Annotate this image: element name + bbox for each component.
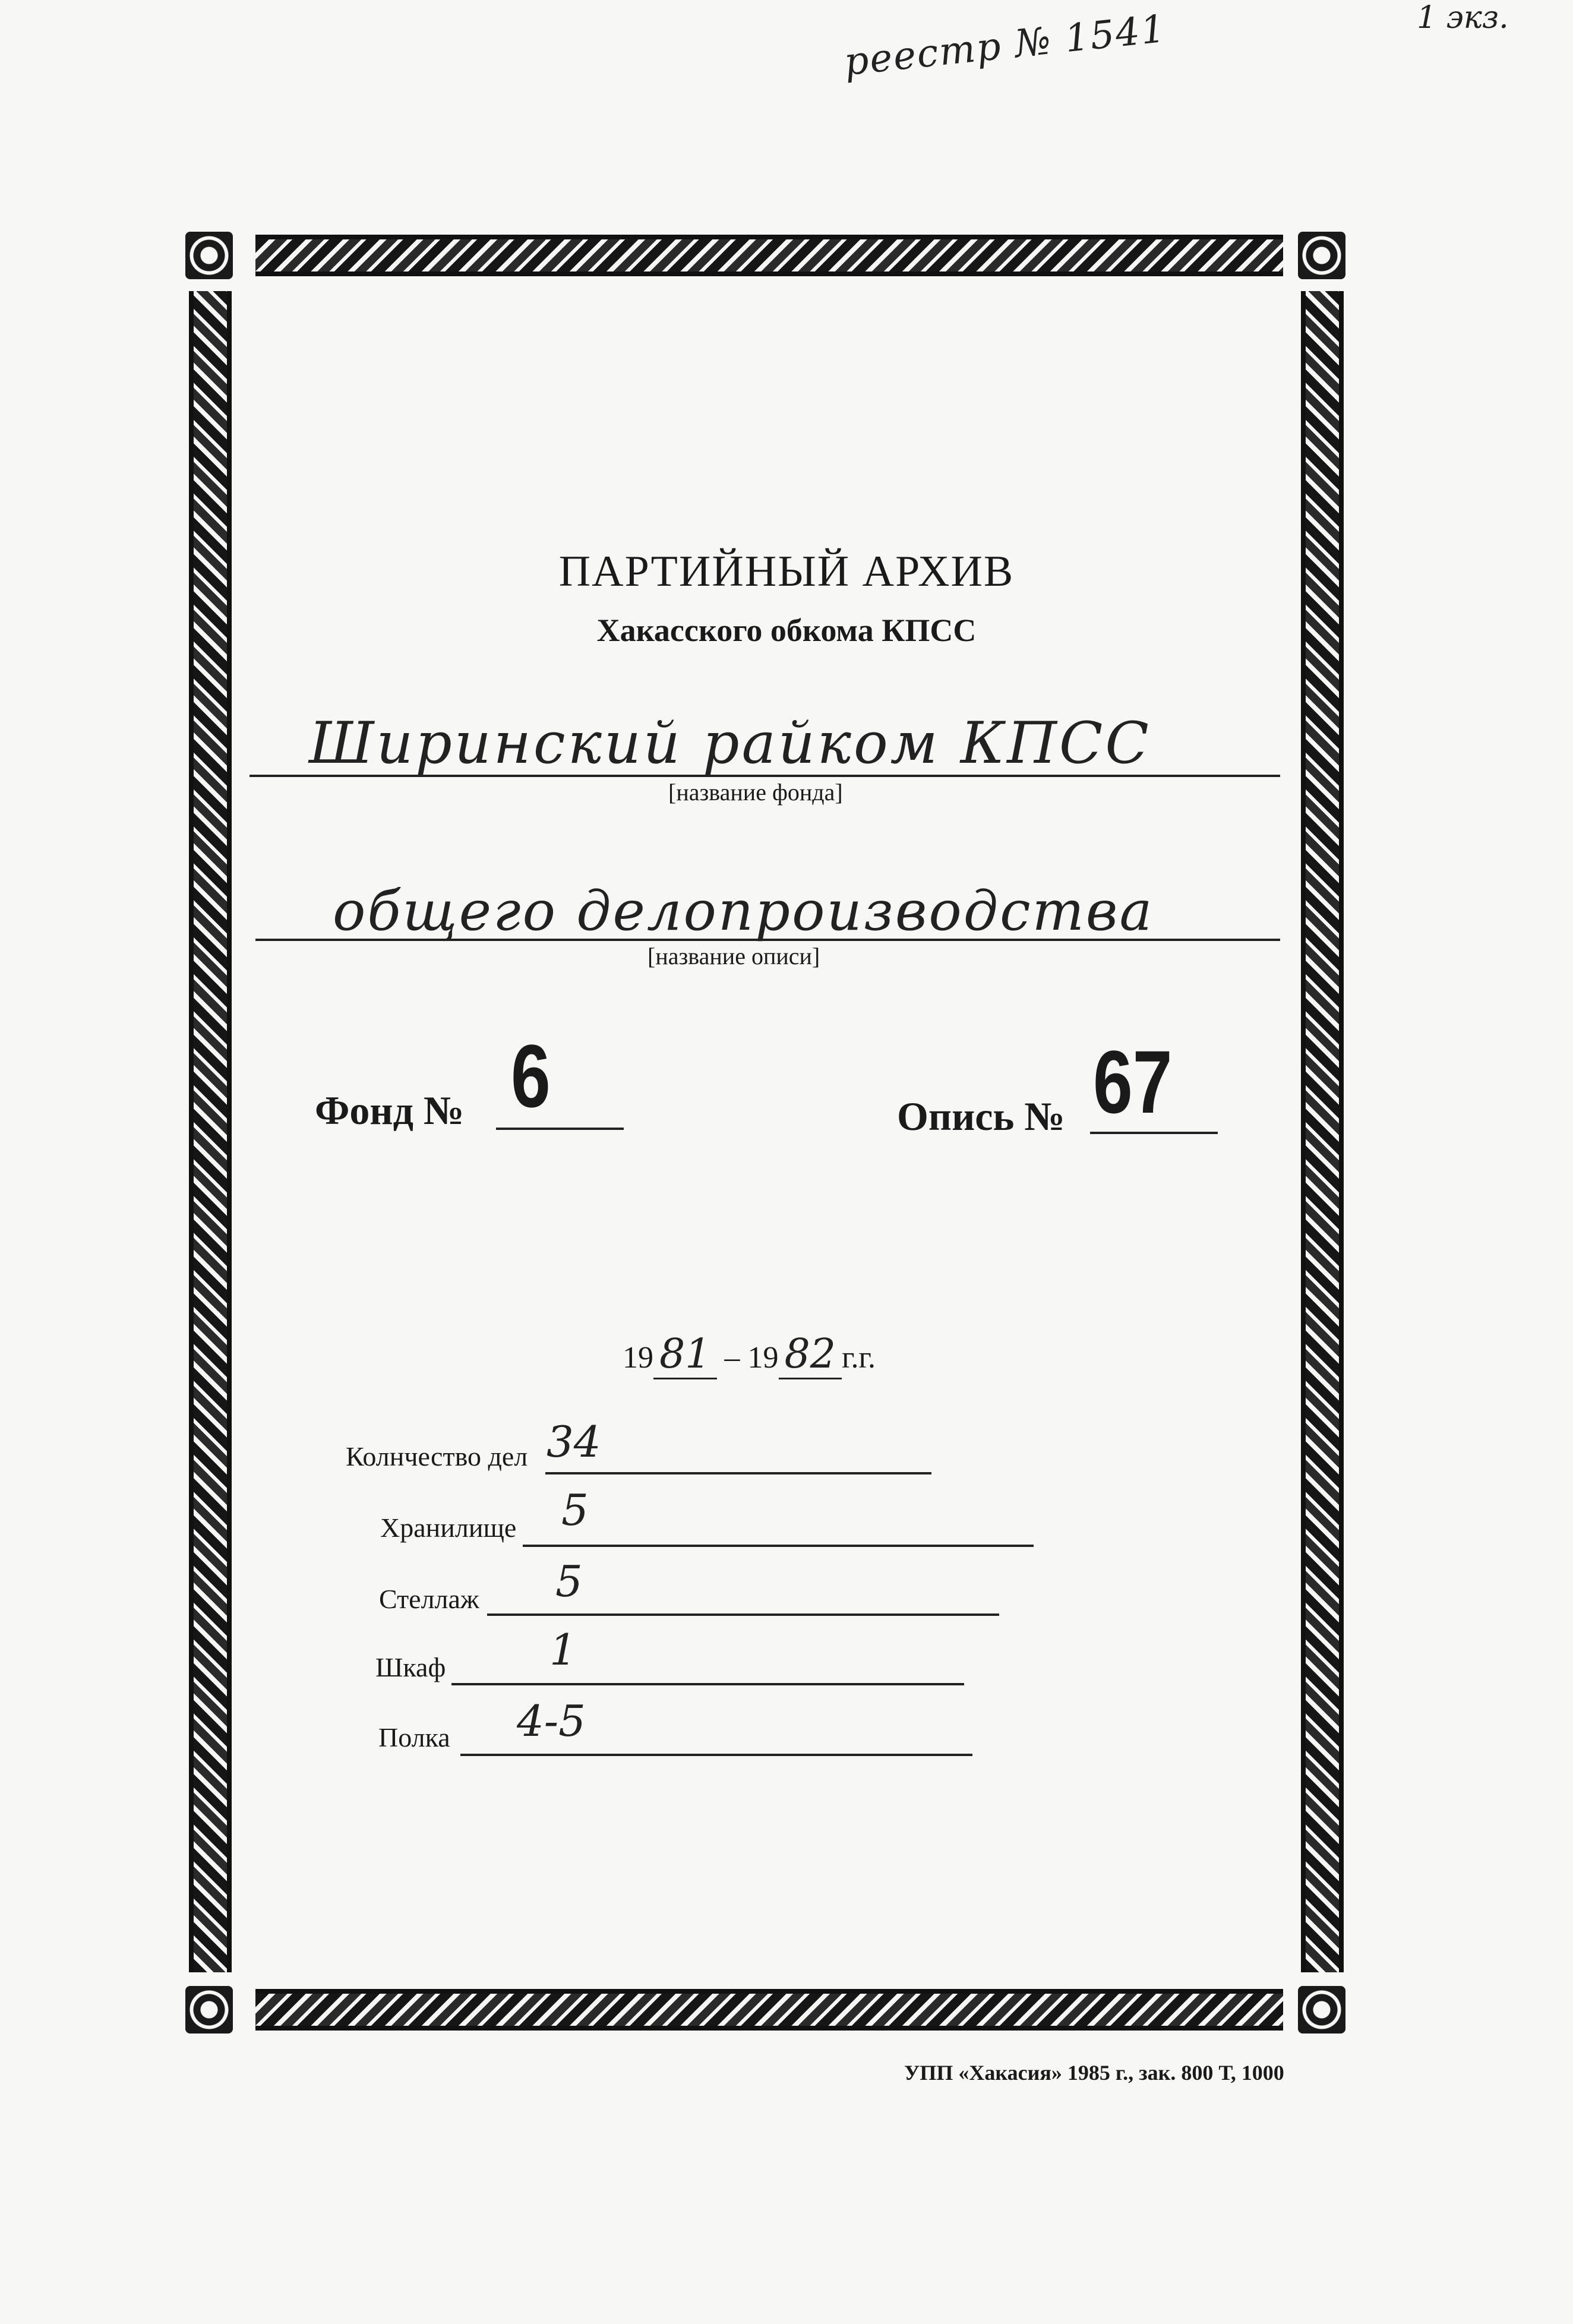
corner-ornament-icon — [185, 1986, 233, 2034]
case-count-line — [545, 1472, 931, 1474]
shelf-line — [460, 1754, 972, 1756]
registry-note: реестр № 1541 — [842, 7, 1168, 85]
year-suffix: г.г. — [842, 1341, 876, 1375]
storage-line — [523, 1545, 1034, 1547]
ornamental-border-left — [189, 291, 232, 1972]
shelf-value: 4-5 — [517, 1696, 586, 1746]
printer-imprint: УПП «Хакасия» 1985 г., зак. 800 Т, 1000 — [904, 2061, 1284, 2085]
fond-label: Фонд № — [315, 1088, 465, 1133]
cabinet-label: Шкаф — [375, 1652, 446, 1682]
corner-ornament-icon — [1298, 232, 1345, 279]
fond-name-line — [249, 775, 1280, 777]
storage-value: 5 — [561, 1485, 589, 1535]
opis-label: Опись № — [897, 1094, 1065, 1139]
ornamental-border-bottom — [255, 1989, 1283, 2031]
rack-value: 5 — [555, 1556, 583, 1606]
cabinet-value: 1 — [549, 1625, 577, 1675]
cabinet-line — [451, 1683, 964, 1685]
copy-note: 1 экз. — [1417, 0, 1509, 36]
year-prefix: 19 — [623, 1341, 653, 1375]
case-count-value: 34 — [547, 1417, 601, 1467]
years-range — [623, 1331, 876, 1379]
fond-number: 6 — [511, 1026, 551, 1126]
ornamental-border-top — [255, 235, 1283, 276]
year-end: 82 — [784, 1331, 836, 1378]
corner-ornament-icon — [1298, 1986, 1345, 2034]
year-prefix: 19 — [747, 1341, 779, 1375]
fond-name-caption: [название фонда] — [668, 779, 843, 806]
opis-name-line — [255, 939, 1280, 941]
opis-number: 67 — [1093, 1032, 1173, 1132]
opis-name-caption: [название описи] — [647, 943, 820, 970]
rack-label: Стеллаж — [379, 1584, 479, 1614]
ornamental-border-right — [1301, 291, 1344, 1972]
archive-title: ПАРТИЙНЫЙ АРХИВ — [558, 547, 1015, 596]
year-dash: – — [724, 1341, 740, 1375]
case-count-label: Колнчество дел — [346, 1441, 528, 1472]
opis-name-value: общего делопроизводства — [333, 879, 1154, 943]
corner-ornament-icon — [185, 232, 233, 279]
year-start: 81 — [659, 1331, 711, 1378]
opis-number-line — [1090, 1132, 1218, 1134]
shelf-label: Полка — [378, 1722, 450, 1753]
storage-label: Хранилище — [380, 1513, 517, 1543]
rack-line — [487, 1613, 999, 1616]
fond-number-line — [496, 1128, 624, 1130]
fond-name-value: Ширинский райком КПСС — [309, 710, 1151, 776]
archive-subtitle: Хакасского обкома КПСС — [596, 612, 977, 648]
